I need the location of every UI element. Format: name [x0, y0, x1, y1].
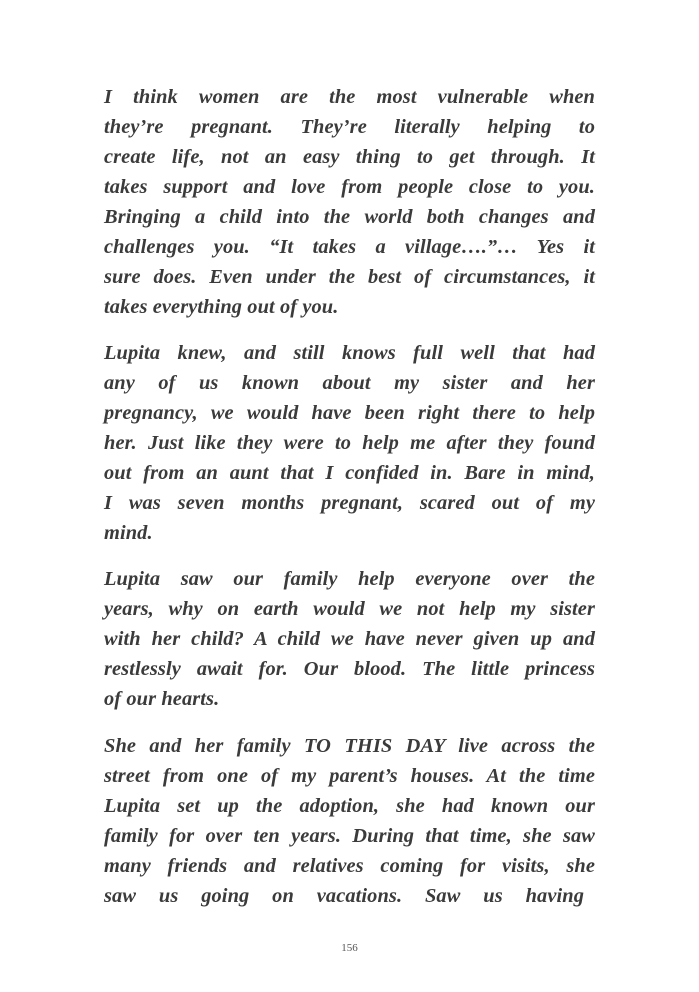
text-line: sure does. Even under the best of circumstances, it: [104, 266, 595, 288]
text-line: Bringing a child into the world both changes and: [104, 206, 595, 228]
text-line: years, why on earth would we not help my sister: [104, 598, 595, 620]
paragraph-3: [104, 564, 595, 714]
text-line: I was seven months pregnant, scared out of my: [104, 492, 595, 514]
text-line: challenges you. “It takes a village….”… Yes it: [104, 236, 595, 258]
page-number: 156: [341, 942, 358, 954]
text-line: of our hearts.: [104, 688, 220, 710]
text-line: Lupita saw our family help everyone over the: [104, 568, 595, 590]
text-line: takes everything out of you.: [104, 296, 339, 318]
text-line: Lupita set up the adoption, she had known our: [104, 795, 595, 817]
text-line: street from one of my parent’s houses. At the time: [104, 765, 595, 787]
text-line: takes support and love from people close to you.: [104, 176, 595, 198]
text-line: restlessly await for. Our blood. The little princess: [104, 658, 595, 680]
text-line: they’re pregnant. They’re literally helping to: [104, 116, 595, 138]
text-line: create life, not an easy thing to get through. It: [104, 146, 595, 168]
text-line: I think women are the most vulnerable when: [104, 86, 595, 108]
text-line: pregnancy, we would have been right there to help: [104, 402, 595, 424]
text-line: many friends and relatives coming for visits, she: [104, 855, 595, 877]
text-line: family for over ten years. During that time, she saw: [104, 825, 595, 847]
text-line: any of us known about my sister and her: [104, 372, 595, 394]
text-line: her. Just like they were to help me after they found: [104, 432, 595, 454]
text-line: out from an aunt that I confided in. Bare in mind,: [104, 462, 595, 484]
text-line: Lupita knew, and still knows full well that had: [104, 342, 595, 364]
text-line: mind.: [104, 522, 153, 544]
text-line: She and her family TO THIS DAY live across the: [104, 735, 595, 757]
paragraph-2: [104, 338, 595, 548]
text-line: saw us going on vacations. Saw us having: [104, 885, 584, 907]
text-line: with her child? A child we have never given up and: [104, 628, 595, 650]
paragraph-1: [104, 82, 595, 322]
paragraph-4: [104, 731, 595, 911]
